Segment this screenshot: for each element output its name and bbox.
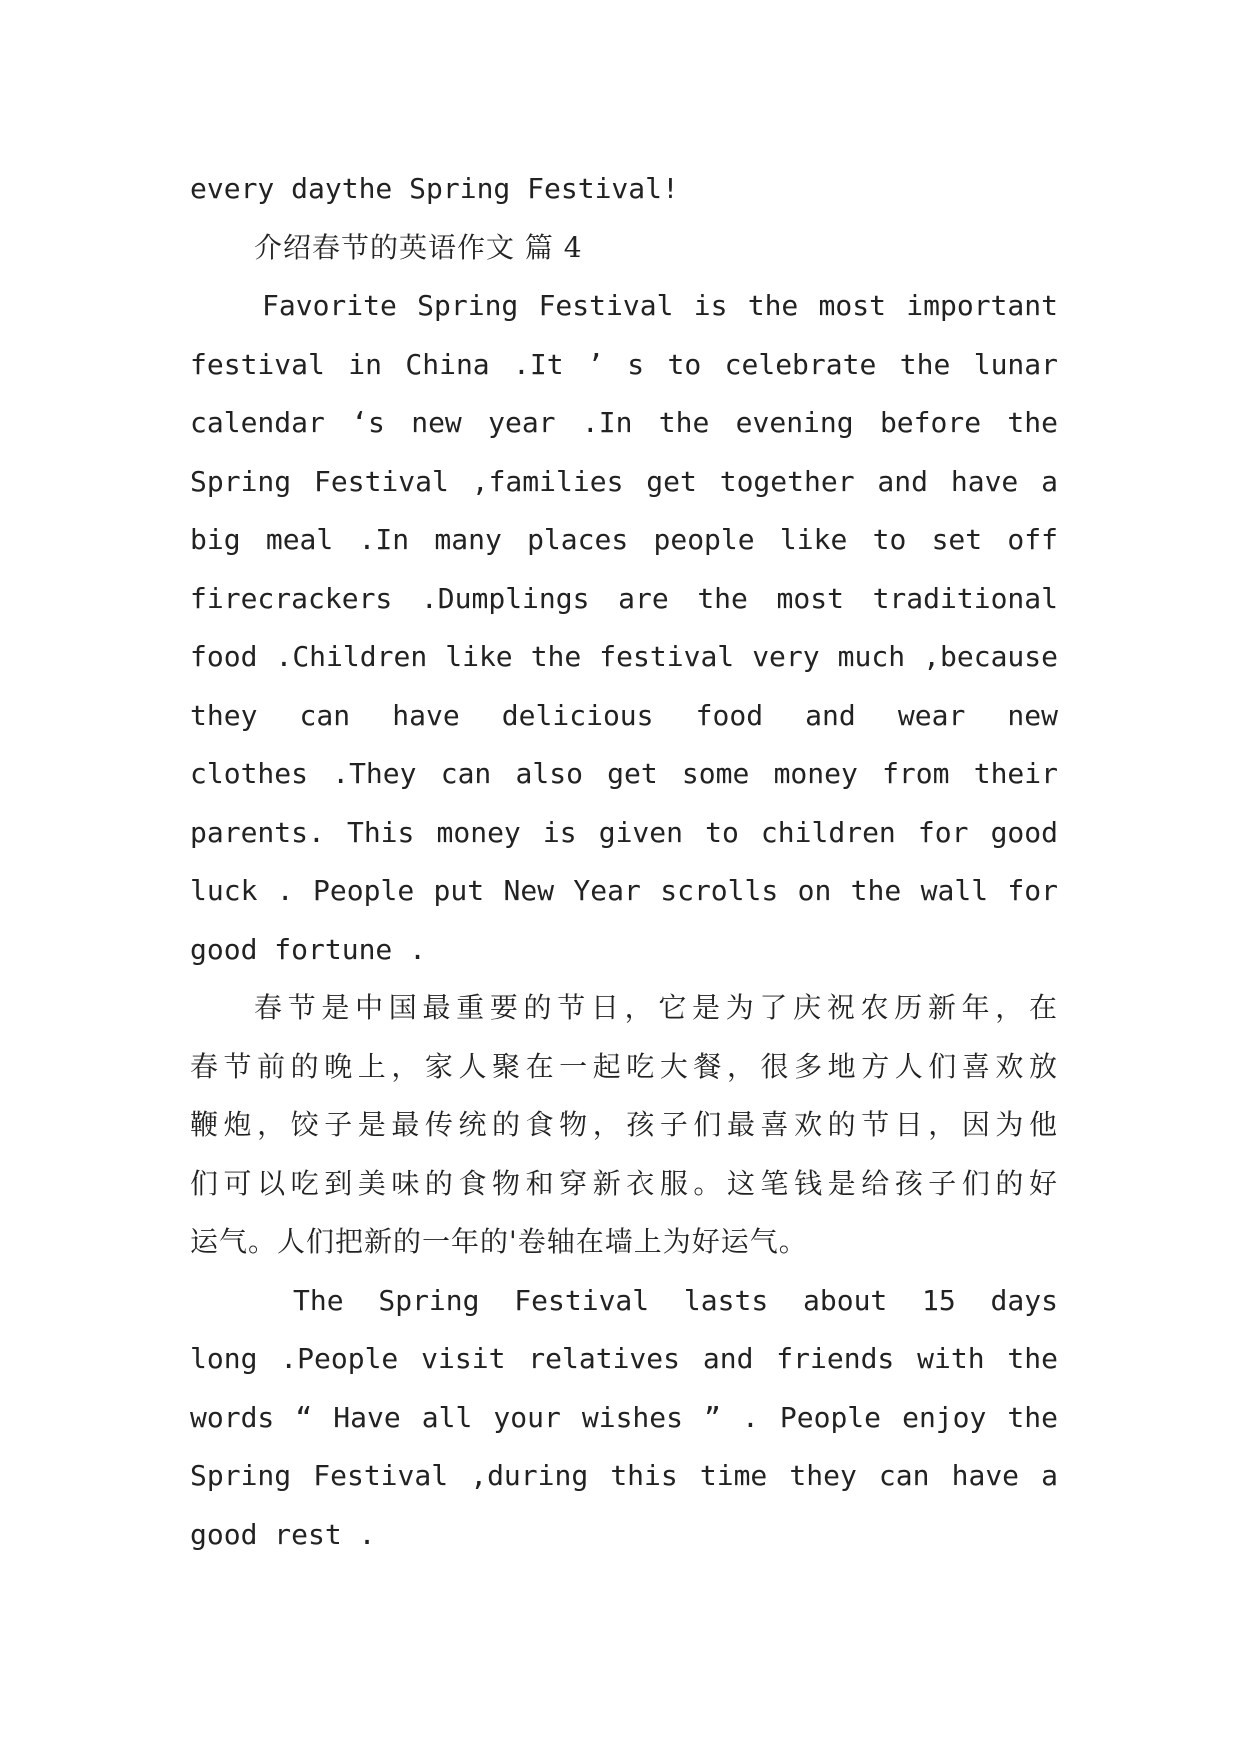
text-line: 春节前的晚上，家人聚在一起吃大餐，很多地方人们喜欢放 bbox=[190, 1049, 1058, 1083]
text-line: Favorite Spring Festival is the most important bbox=[262, 289, 1058, 322]
text-line: 运气。人们把新的一年的'卷轴在墙上为好运气。 bbox=[190, 1225, 808, 1258]
text-line: festival in China .It ’ s to celebrate the lunar bbox=[190, 347, 1058, 381]
text-line: every daythe Spring Festival! bbox=[190, 172, 679, 205]
text-line: they can have delicious food and wear new bbox=[190, 698, 1058, 732]
text-line: 们可以吃到美味的食物和穿新衣服。这笔钱是给孩子们的好 bbox=[190, 1166, 1058, 1200]
text-line: food .Children like the festival very much ,because bbox=[190, 640, 1058, 673]
text-line: good fortune . bbox=[190, 932, 427, 966]
text-line: good rest . bbox=[190, 1517, 376, 1551]
document-body bbox=[190, 160, 1058, 1564]
text-line: luck . People put New Year scrolls on the wall for bbox=[190, 874, 1058, 907]
text-line: The Spring Festival lasts about 15 days bbox=[293, 1283, 1058, 1317]
text-line: firecrackers .Dumplings are the most traditional bbox=[190, 581, 1058, 615]
text-line: calendar ‘s new year .In the evening before the bbox=[190, 406, 1058, 439]
text-line: 介绍春节的英语作文 篇 4 bbox=[254, 230, 583, 264]
text-line: words “ Have all your wishes ” . People enjoy the bbox=[190, 1400, 1058, 1434]
text-line: Spring Festival ,families get together and have a bbox=[190, 464, 1058, 498]
text-line: 春节是中国最重要的节日，它是为了庆祝农历新年，在 bbox=[254, 991, 1058, 1024]
text-line: clothes .They can also get some money from their bbox=[190, 757, 1058, 790]
text-line: Spring Festival ,during this time they can have a bbox=[190, 1459, 1058, 1492]
text-line: long .People visit relatives and friends with the bbox=[190, 1342, 1058, 1375]
text-line: 鞭炮，饺子是最传统的食物，孩子们最喜欢的节日，因为他 bbox=[190, 1108, 1058, 1141]
text-line: parents. This money is given to children for good bbox=[190, 815, 1058, 849]
text-line: big meal .In many places people like to set off bbox=[190, 523, 1058, 556]
